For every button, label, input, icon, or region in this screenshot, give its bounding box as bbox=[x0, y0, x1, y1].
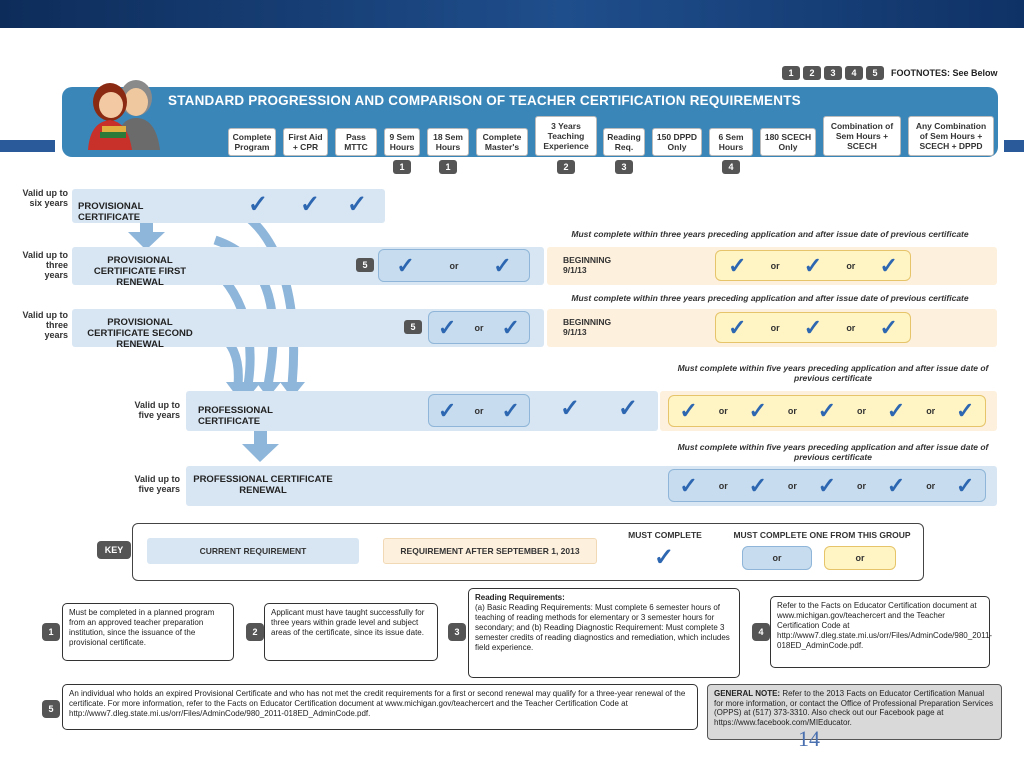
check-icon: ✓ bbox=[956, 472, 975, 498]
or-label: or bbox=[718, 480, 728, 491]
or-label: or bbox=[855, 553, 865, 563]
footnote-marker: 1 bbox=[782, 66, 800, 80]
column-header: Reading Req. bbox=[603, 128, 645, 156]
check-icon: ✓ bbox=[438, 397, 457, 423]
column-header: First Aid + CPR bbox=[283, 128, 328, 156]
page-number: 14 bbox=[798, 726, 820, 751]
footnote-marker: 5 bbox=[866, 66, 884, 80]
or-label: or bbox=[787, 480, 797, 491]
choice-group bbox=[428, 311, 530, 344]
validity-label: Valid up to six years bbox=[22, 188, 68, 208]
or-label: or bbox=[474, 322, 484, 333]
check-icon: ✓ bbox=[618, 395, 639, 422]
or-label: or bbox=[846, 260, 856, 271]
legend-blue-group bbox=[742, 546, 812, 570]
or-label: or bbox=[770, 260, 780, 271]
requirement-note: Must complete within three years preceding application and after issue date of previous certificate bbox=[571, 229, 969, 239]
requirement-note: Must complete within three years preceding application and after issue date of previous certificate bbox=[571, 293, 969, 303]
column-header: 18 Sem Hours bbox=[427, 128, 469, 156]
check-icon: ✓ bbox=[396, 252, 415, 278]
or-label: or bbox=[846, 322, 856, 333]
or-label: or bbox=[772, 553, 782, 563]
check-icon: ✓ bbox=[886, 398, 906, 423]
check-icon: ✓ bbox=[438, 314, 457, 340]
footnote-box bbox=[264, 603, 438, 661]
or-label: or bbox=[926, 406, 936, 416]
check-icon: ✓ bbox=[803, 252, 823, 278]
choice-group bbox=[428, 394, 530, 427]
check-icon: ✓ bbox=[817, 398, 837, 423]
choice-group bbox=[668, 469, 986, 502]
footnote-box bbox=[468, 588, 740, 678]
or-label: or bbox=[718, 406, 728, 416]
footnote-box bbox=[62, 684, 698, 730]
choice-group bbox=[715, 250, 911, 281]
column-header: 6 Sem Hours bbox=[709, 128, 753, 156]
footnote-marker: 2 bbox=[803, 66, 821, 80]
footnote-text: Applicant must have taught successfully for three years within grade level and subject areas of the certificate, since its issue date. bbox=[271, 608, 425, 637]
validity-label: Valid up to five years bbox=[134, 474, 180, 494]
footnote-text: (a) Basic Reading Requirements: Must complete 6 semester hours of teaching of reading methods for elementary or 3 semester hours for secondary; and (b) Reading Diagnostic Requirement: Must complete 3 semester credits of reading diagnostics and remediation, which includes field experience. bbox=[475, 603, 730, 652]
key-tag: KEY bbox=[97, 541, 131, 559]
column-header: 3 Years Teaching Experience bbox=[535, 116, 597, 156]
check-icon: ✓ bbox=[879, 252, 898, 278]
chart-title: STANDARD PROGRESSION AND COMPARISON OF TEACHER CERTIFICATION REQUIREMENTS bbox=[168, 93, 801, 108]
or-label: or bbox=[474, 405, 484, 416]
column-header: Complete Program bbox=[228, 128, 276, 156]
or-label: or bbox=[787, 406, 797, 416]
general-note-title: GENERAL NOTE: bbox=[714, 689, 781, 698]
validity-label: Valid up to three years bbox=[22, 310, 68, 340]
check-icon: ✓ bbox=[501, 397, 520, 423]
certificate-label: PROVISIONAL CERTIFICATE bbox=[78, 201, 144, 223]
general-note-box bbox=[707, 684, 1002, 740]
footnote-text: An individual who holds an expired Provisional Certificate and who has not met the credit requirements for a first or second renewal may qualify for a three-year renewal of the certificate. For more information, refer to the Facts on Educator Certification document at www.michigan.gov/teachercert and the Teacher Certification Code at http://www7.dleg.state.mi.us/orr/Files/AdminCode/980_2011-018ED_AdminCode.pdf. bbox=[69, 689, 686, 718]
column-header: 180 SCECH Only bbox=[760, 128, 816, 156]
column-header: Pass MTTC bbox=[335, 128, 377, 156]
choice-group bbox=[378, 249, 530, 282]
column-header: Combination of Sem Hours + SCECH bbox=[823, 116, 901, 156]
requirement-note: Must complete within five years preceding application and after issue date of previous certificate bbox=[677, 363, 989, 383]
column-note-marker: 1 bbox=[439, 160, 457, 174]
validity-label: Valid up to five years bbox=[134, 400, 180, 420]
legend-one-from-group-label: MUST COMPLETE ONE FROM THIS GROUP bbox=[733, 530, 911, 540]
check-icon: ✓ bbox=[879, 314, 898, 340]
check-icon: ✓ bbox=[679, 472, 698, 498]
validity-label: Valid up to three years bbox=[22, 250, 68, 280]
footnotes-label: FOOTNOTES: See Below bbox=[891, 68, 998, 78]
legend-after-label: REQUIREMENT AFTER SEPTEMBER 1, 2013 bbox=[400, 546, 580, 556]
footnote-box bbox=[62, 603, 234, 661]
column-header: Complete Master's bbox=[476, 128, 528, 156]
footnote-marker: 4 bbox=[845, 66, 863, 80]
footnote-marker: 5 bbox=[404, 320, 422, 334]
choice-group bbox=[715, 312, 911, 343]
beginning-date: BEGINNING 9/1/13 bbox=[563, 255, 612, 275]
footnote-box bbox=[770, 596, 993, 668]
requirement-note: Must complete within five years preceding application and after issue date of previous certificate bbox=[677, 442, 989, 462]
footnote-number: 3 bbox=[448, 623, 466, 641]
footnote-number: 2 bbox=[246, 623, 264, 641]
check-icon: ✓ bbox=[493, 252, 512, 278]
check-icon: ✓ bbox=[803, 314, 823, 340]
check-icon: ✓ bbox=[817, 472, 837, 498]
footnote-marker: 3 bbox=[824, 66, 842, 80]
check-icon: ✓ bbox=[728, 252, 747, 278]
check-icon: ✓ bbox=[728, 314, 747, 340]
certificate-label: PROVISIONAL CERTIFICATE FIRST RENEWAL bbox=[93, 255, 187, 288]
or-label: or bbox=[857, 480, 867, 491]
or-label: or bbox=[770, 322, 780, 333]
legend-must-complete-label: MUST COMPLETE bbox=[628, 530, 702, 540]
column-note-marker: 2 bbox=[557, 160, 575, 174]
check-icon: ✓ bbox=[248, 191, 269, 218]
check-icon: ✓ bbox=[347, 191, 368, 218]
footnote-title: Reading Requirements: bbox=[475, 593, 565, 602]
check-icon: ✓ bbox=[748, 398, 768, 423]
check-icon: ✓ bbox=[560, 395, 581, 422]
check-icon: ✓ bbox=[654, 544, 675, 571]
check-icon: ✓ bbox=[956, 398, 975, 423]
check-icon: ✓ bbox=[501, 314, 520, 340]
legend-current-label: CURRENT REQUIREMENT bbox=[199, 546, 307, 556]
column-header: Any Combination of Sem Hours + SCECH + DPPD bbox=[908, 116, 994, 156]
check-icon: ✓ bbox=[748, 472, 768, 498]
column-header: 150 DPPD Only bbox=[652, 128, 702, 156]
or-label: or bbox=[449, 260, 459, 271]
footnote-marker: 5 bbox=[356, 258, 374, 272]
certificate-label: PROFESSIONAL CERTIFICATE bbox=[198, 405, 273, 427]
footnote-number: 1 bbox=[42, 623, 60, 641]
choice-group bbox=[668, 395, 986, 427]
or-label: or bbox=[926, 480, 936, 491]
column-note-marker: 4 bbox=[722, 160, 740, 174]
check-icon: ✓ bbox=[886, 472, 906, 498]
legend-yellow-group bbox=[824, 546, 896, 570]
footnote-text: Must be completed in a planned program from an approved teacher preparation institution, since the issuance of the provisional certificate. bbox=[69, 608, 215, 647]
column-note-marker: 1 bbox=[393, 160, 411, 174]
check-icon: ✓ bbox=[679, 398, 698, 423]
footnote-text: Refer to the Facts on Educator Certification document at www.michigan.gov/teachercert and the Teacher Certification Code at http://www7.dleg.state.mi.us/orr/Files/AdminCode/980_2011-018ED_AdminCode.pdf. bbox=[777, 601, 993, 650]
column-note-marker: 3 bbox=[615, 160, 633, 174]
certificate-label: PROVISIONAL CERTIFICATE SECOND RENEWAL bbox=[87, 317, 193, 350]
footnote-number: 5 bbox=[42, 700, 60, 718]
beginning-date: BEGINNING 9/1/13 bbox=[563, 317, 612, 337]
certificate-label: PROFESSIONAL CERTIFICATE RENEWAL bbox=[193, 474, 333, 496]
or-label: or bbox=[857, 406, 867, 416]
footnote-number: 4 bbox=[752, 623, 770, 641]
general-note-text: Refer to the 2013 Facts on Educator Certification Manual for more information, or contact the Office of Professional Preparation Services (OPPS) at (517) 373-3310. Also check out our Facebook page at https://www.facebook.com/MIEducator. bbox=[714, 689, 994, 727]
check-icon: ✓ bbox=[300, 191, 321, 218]
column-header: 9 Sem Hours bbox=[384, 128, 420, 156]
